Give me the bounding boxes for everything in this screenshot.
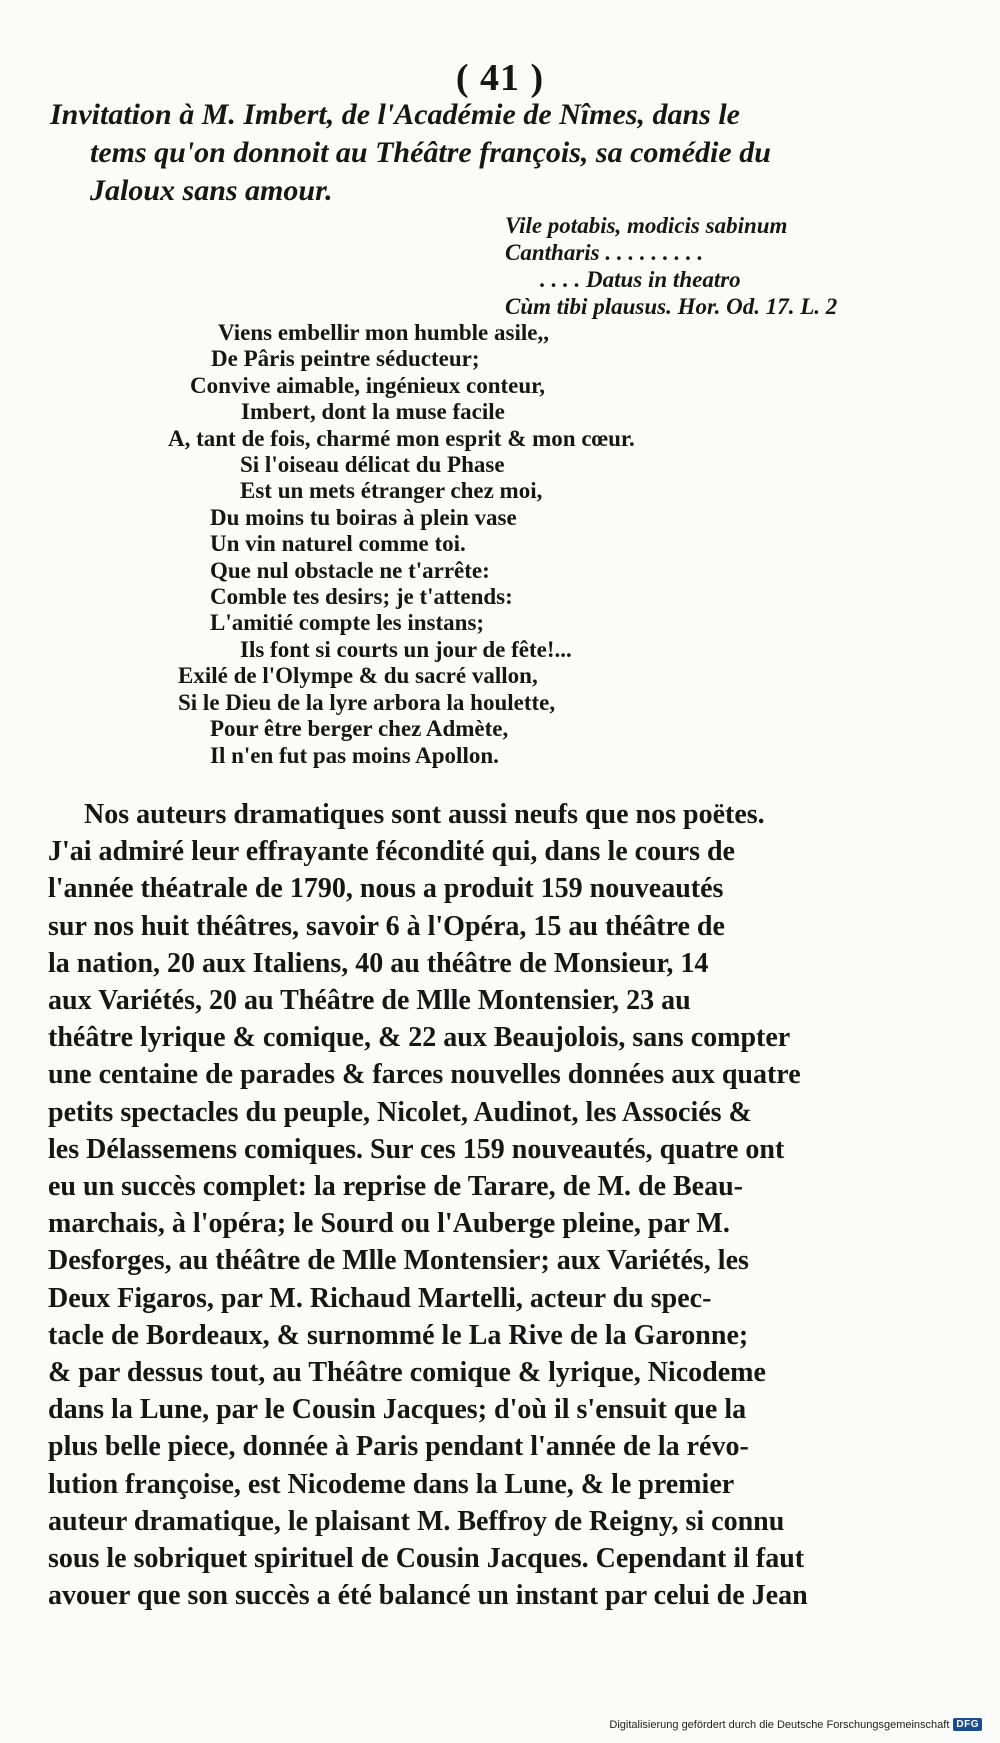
epigraph-line: Cùm tibi plausus. Hor. Od. 17. L. 2 — [505, 294, 838, 319]
poem-line: Est un mets étranger chez moi, — [240, 478, 543, 504]
prose-line: eu un succès complet: la reprise de Tarare, de M. de Beau- — [48, 1171, 744, 1203]
heading-line: tems qu'on donnoit au Théâtre françois, sa comédie du — [90, 136, 771, 169]
poem-line: Imbert, dont la muse facile — [241, 399, 505, 425]
epigraph-line: . . . . Datus in theatro — [540, 267, 741, 292]
page-number: ( 41 ) — [455, 57, 545, 99]
epigraph-line: Vile potabis, modicis sabinum — [505, 213, 788, 238]
digitization-credit — [609, 1718, 982, 1731]
prose-line: une centaine de parades & farces nouvelles données aux quatre — [48, 1059, 801, 1091]
poem-line: Exilé de l'Olympe & du sacré vallon, — [178, 663, 538, 689]
heading-line: Jaloux sans amour. — [90, 174, 333, 207]
prose-line: Desforges, au théâtre de Mlle Montensier; aux Variétés, les — [48, 1245, 749, 1277]
prose-line: avouer que son succès a été balancé un instant par celui de Jean — [48, 1580, 808, 1612]
heading-line: Invitation à M. Imbert, de l'Académie de Nîmes, dans le — [50, 98, 740, 131]
prose-line: Nos auteurs dramatiques sont aussi neufs que nos poëtes. — [84, 799, 765, 830]
prose-line: & par dessus tout, au Théâtre comique & lyrique, Nicodeme — [48, 1357, 766, 1389]
poem-line: Ils font si courts un jour de fête!... — [240, 636, 572, 662]
prose-line: plus belle piece, donnée à Paris pendant l'année de la révo- — [48, 1431, 749, 1463]
prose-line: tacle de Bordeaux, & surnommé le La Rive de la Garonne; — [48, 1319, 749, 1351]
prose-line: la nation, 20 aux Italiens, 40 au théâtre de Monsieur, 14 — [48, 947, 709, 979]
poem-line: A, tant de fois, charmé mon esprit & mon cœur. — [168, 425, 635, 451]
prose-line: l'année théatrale de 1790, nous a produit 159 nouveautés — [48, 873, 724, 905]
poem-line: Pour être berger chez Admète, — [210, 716, 509, 742]
prose-line: aux Variétés, 20 au Théâtre de Mlle Montensier, 23 au — [48, 985, 691, 1017]
poem-line: L'amitié compte les instans; — [210, 610, 485, 636]
poem-line: Du moins tu boiras à plein vase — [210, 504, 517, 530]
prose-line: J'ai admiré leur effrayante fécondité qui, dans le cours de — [48, 836, 735, 868]
poem-line: Un vin naturel comme toi. — [210, 531, 466, 557]
poem-line: De Pâris peintre séducteur; — [211, 346, 480, 372]
prose-line: dans la Lune, par le Cousin Jacques; d'où il s'ensuit que la — [48, 1394, 747, 1426]
prose-line: Deux Figaros, par M. Richaud Martelli, acteur du spec- — [48, 1282, 712, 1314]
poem — [158, 320, 878, 769]
poem-line: Si l'oiseau délicat du Phase — [240, 452, 505, 478]
prose-line: théâtre lyrique & comique, & 22 aux Beaujolois, sans compter — [48, 1022, 791, 1054]
poem-line: Il n'en fut pas moins Apollon. — [210, 742, 499, 768]
prose-line: sur nos huit théâtres, savoir 6 à l'Opéra, 15 au théâtre de — [48, 910, 725, 942]
poem-line: Que nul obstacle ne t'arrête: — [210, 557, 490, 583]
poem-line: Convive aimable, ingénieux conteur, — [190, 372, 546, 398]
dfg-logo-icon: DFG — [953, 1718, 982, 1731]
prose-line: lution françoise, est Nicodeme dans la Lune, & le premier — [48, 1468, 735, 1500]
prose-line: les Délassemens comiques. Sur ces 159 nouveautés, quatre ont — [48, 1133, 785, 1165]
poem-line: Comble tes desirs; je t'attends: — [210, 584, 513, 610]
poem-line: Si le Dieu de la lyre arbora la houlette, — [178, 689, 556, 715]
heading — [50, 96, 955, 210]
credit-text: Digitalisierung gefördert durch die Deutsche Forschungsgemeinschaft — [609, 1718, 950, 1731]
prose-line: marchais, à l'opéra; le Sourd ou l'Auberge pleine, par M. — [48, 1208, 730, 1240]
prose-paragraph — [48, 796, 938, 1614]
epigraph — [505, 212, 955, 320]
poem-line: Viens embellir mon humble asile,, — [218, 320, 549, 345]
prose-line: petits spectacles du peuple, Nicolet, Audinot, les Associés & — [48, 1096, 752, 1128]
prose-line: sous le sobriquet spirituel de Cousin Jacques. Cependant il faut — [48, 1543, 805, 1575]
prose-line: auteur dramatique, le plaisant M. Beffroy de Reigny, si connu — [48, 1505, 785, 1537]
epigraph-line: Cantharis . . . . . . . . . — [505, 240, 704, 265]
